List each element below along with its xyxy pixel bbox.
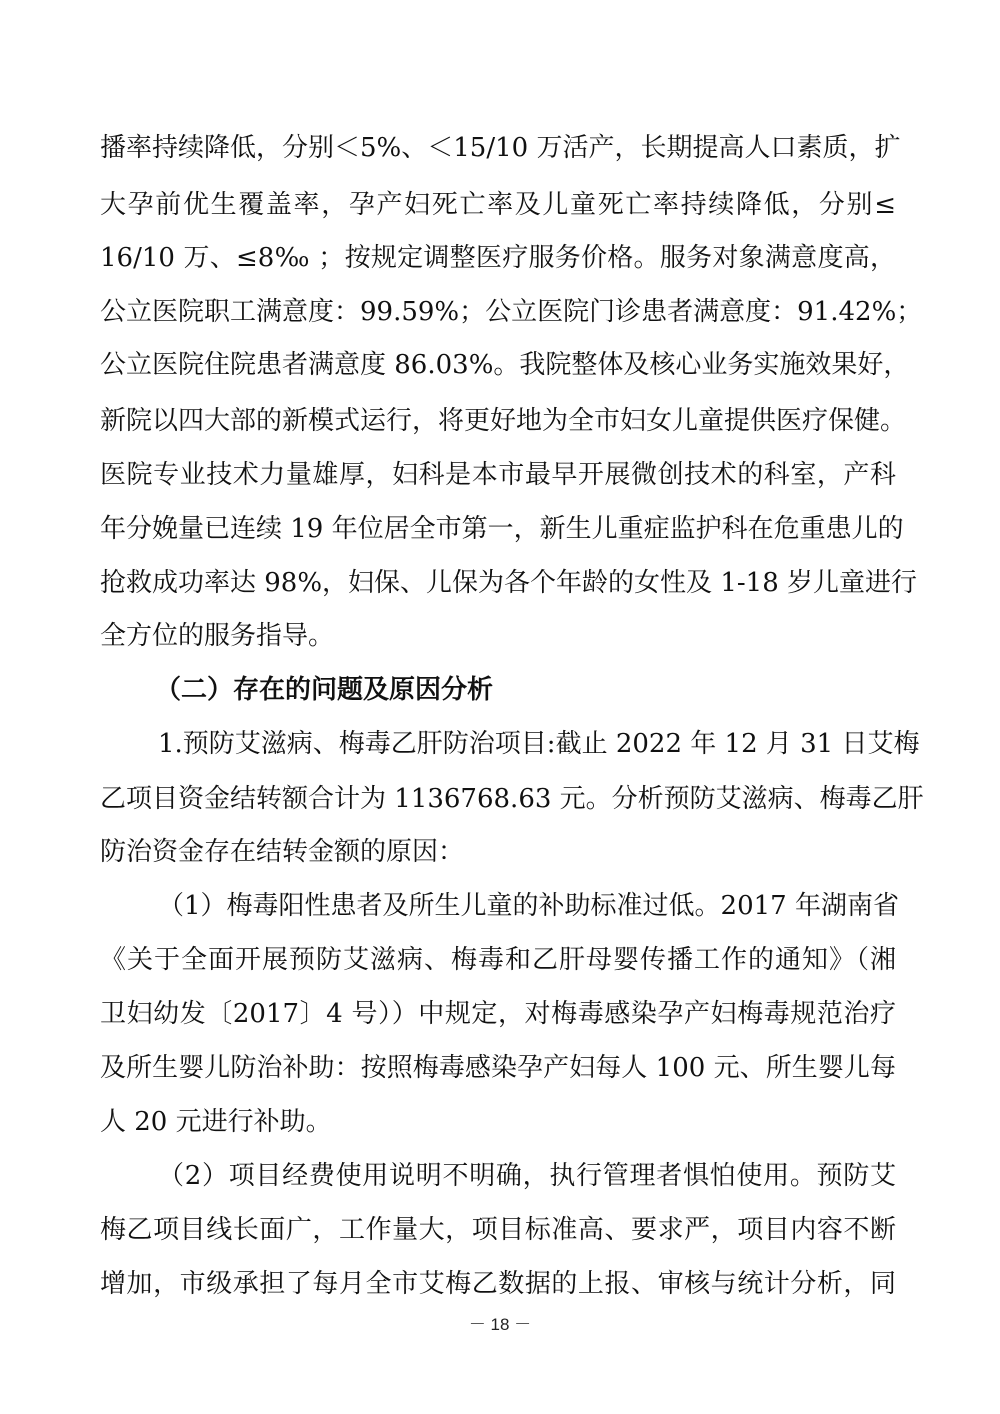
body-text-line: 公立医院住院患者满意度 86.03%。我院整体及核心业务实施效果好， — [100, 350, 910, 380]
body-text-line: 年分娩量已连续 19 年位居全市第一，新生儿重症监护科在危重患儿的 — [100, 514, 904, 544]
body-text-line: 播率持续降低，分别＜5%、＜15/10 万活产，长期提高人口素质，扩 — [100, 133, 901, 163]
body-text-line: 大孕前优生覆盖率，孕产妇死亡率及儿童死亡率持续降低，分别≤ — [100, 190, 896, 220]
body-text-line: 卫妇幼发〔2017〕4 号））中规定，对梅毒感染孕产妇梅毒规范治疗 — [100, 999, 896, 1029]
section-heading: （二）存在的问题及原因分析 — [155, 675, 494, 705]
body-text-line: 全方位的服务指导。 — [100, 621, 335, 651]
body-text-line: 医院专业技术力量雄厚，妇科是本市最早开展微创技术的科室，产科 — [100, 460, 896, 490]
body-text-line: 公立医院职工满意度：99.59%；公立医院门诊患者满意度：91.42%； — [100, 297, 923, 327]
body-text-line: 梅乙项目线长面广，工作量大，项目标准高、要求严，项目内容不断 — [100, 1215, 896, 1245]
body-text-line: 抢救成功率达 98%，妇保、儿保为各个年龄的女性及 1-18 岁儿童进行 — [100, 568, 917, 598]
body-text-line: （2）项目经费使用说明不明确，执行管理者惧怕使用。预防艾 — [158, 1161, 896, 1191]
page-number: － 18 － — [468, 1315, 532, 1334]
body-text-line: （1）梅毒阳性患者及所生儿童的补助标准过低。2017 年湖南省 — [158, 891, 899, 921]
body-text-line: 乙项目资金结转额合计为 1136768.63 元。分析预防艾滋病、梅毒乙肝 — [100, 784, 924, 814]
body-text-line: 《关于全面开展预防艾滋病、梅毒和乙肝母婴传播工作的通知》（湘 — [100, 945, 896, 975]
body-text-line: 16/10 万、≤8‰ ；按规定调整医疗服务价格。服务对象满意度高， — [100, 243, 896, 273]
body-text-line: 人 20 元进行补助。 — [100, 1107, 332, 1137]
body-text-line: 增加，市级承担了每月全市艾梅乙数据的上报、审核与统计分析，同 — [100, 1269, 896, 1299]
body-text-line: 新院以四大部的新模式运行，将更好地为全市妇女儿童提供医疗保健。 — [100, 406, 907, 436]
body-text-line: 防治资金存在结转金额的原因： — [100, 837, 465, 867]
body-text-line: 1.预防艾滋病、梅毒乙肝防治项目:截止 2022 年 12 月 31 日艾梅 — [158, 729, 920, 759]
body-text-line: 及所生婴儿防治补助：按照梅毒感染孕产妇每人 100 元、所生婴儿每 — [100, 1053, 896, 1083]
